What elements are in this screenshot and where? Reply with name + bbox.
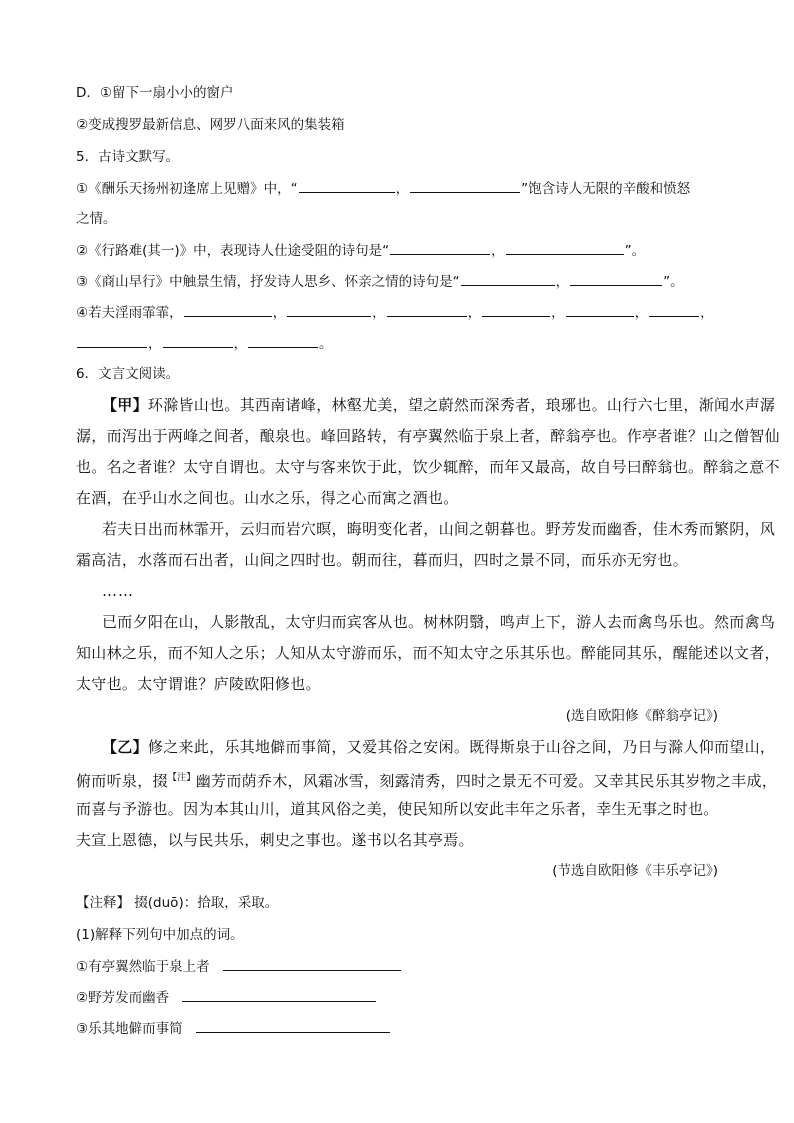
- q5-item2: ②《行路难(其一)》中，表现诗人仕途受阻的诗句是“ ， ”。: [76, 240, 721, 260]
- jia-tag: 【甲】: [102, 396, 148, 414]
- q5-item1: ①《酬乐天扬州初逢席上见赠》中，“ ， ”饱含诗人无限的辛酸和愤怒: [76, 178, 721, 198]
- answer-blank[interactable]: [482, 302, 550, 317]
- jia-p2-line-2: 霜高洁，水落而石出者，山间之四时也。朝而往，暮而归，四时之景不同，而乐亦无穷也。: [76, 551, 689, 569]
- answer-blank[interactable]: [163, 333, 233, 348]
- jia-line-2: 潺，而泻出于两峰之间者，酿泉也。峰回路转，有亭翼然临于泉上者，醉翁亭也。作亭者谁？山之僧智仙: [76, 427, 780, 445]
- q5-item4-cont: ， ， 。: [76, 333, 721, 353]
- sub-question-1-title: (1)解释下列句中加点的词。: [76, 927, 244, 943]
- question-6-title: 6．文言文阅读。: [76, 366, 180, 382]
- yi-source: (节选自欧阳修《丰乐亭记》): [552, 863, 718, 879]
- answer-blank[interactable]: [387, 302, 467, 317]
- answer-blank[interactable]: [506, 240, 624, 255]
- answer-blank[interactable]: [184, 302, 272, 317]
- answer-blank[interactable]: [649, 302, 699, 317]
- jia-line-1: 【甲】环滁皆山也。其西南诸峰，林壑尤美，望之蔚然而深秀者，琅琊也。山行六七里，渐闻水声潺: [102, 396, 776, 414]
- q5-item1-cont: 之情。: [76, 211, 117, 227]
- jia-p3-line-1: 已而夕阳在山，人影散乱，太守归而宾客从也。树林阴翳，鸣声上下，游人去而禽鸟乐也。然而禽鸟: [102, 613, 776, 631]
- q5-item4: ④若夫淫雨霏霏， ， ， ， ， ， ，: [76, 302, 721, 322]
- answer-blank[interactable]: [287, 302, 371, 317]
- jia-line-4: 在酒，在乎山水之间也。山水之乐，得之心而寓之酒也。: [76, 489, 459, 507]
- sub-question-item-2: ②野芳发而幽香: [76, 987, 721, 1007]
- annotation-note: 【注释】 掇(duō)：拾取，采取。: [76, 895, 279, 911]
- answer-blank[interactable]: [390, 240, 490, 255]
- answer-blank[interactable]: [461, 271, 555, 286]
- option-d-line2: ②变成搜罗最新信息、网罗八面来风的集装箱: [76, 117, 345, 133]
- jia-source: (选自欧阳修《醉翁亭记》): [565, 708, 718, 724]
- question-5-title: 5．古诗文默写。: [76, 149, 180, 165]
- note-marker: 【注】: [167, 773, 196, 783]
- q5-item3: ③《商山早行》中触景生情，抒发诗人思乡、怀亲之情的诗句是“ ， ”。: [76, 271, 721, 291]
- yi-tag: 【乙】: [102, 738, 148, 756]
- yi-line-1: 【乙】修之来此，乐其地僻而事简，又爱其俗之安闲。既得斯泉于山谷之间，乃日与滁人仰而望山，: [102, 738, 776, 756]
- answer-blank[interactable]: [248, 333, 318, 348]
- answer-blank[interactable]: [223, 956, 401, 971]
- jia-line-3: 也。名之者谁？太守自谓也。太守与客来饮于此，饮少辄醉，而年又最高，故自号曰醉翁也。醉翁之意不: [76, 458, 780, 476]
- answer-blank[interactable]: [182, 987, 376, 1002]
- answer-blank[interactable]: [570, 271, 662, 286]
- ellipsis: ……: [102, 582, 134, 600]
- answer-blank[interactable]: [77, 333, 147, 348]
- jia-p3-line-3: 太守也。太守谓谁？庐陵欧阳修也。: [76, 675, 321, 693]
- jia-p2-line-1: 若夫日出而林霏开，云归而岩穴暝，晦明变化者，山间之朝暮也。野芳发而幽香，佳木秀而繁阴，风: [102, 520, 776, 538]
- sub-question-item-1: ①有亭翼然临于泉上者: [76, 956, 721, 976]
- answer-blank[interactable]: [566, 302, 634, 317]
- jia-p3-line-2: 知山林之乐，而不知人之乐；人知从太守游而乐，而不知太守之乐其乐也。醉能同其乐，醒能述以文者，: [76, 644, 780, 662]
- yi-line-4: 夫宣上恩德，以与民共乐，刺史之事也。遂书以名其亭焉。: [76, 831, 474, 849]
- yi-line-2: 俯而听泉，掇$^{【注】}$幽芳而荫乔木，风霜冰雪，刻露清秀，四时之景无不可爱。又幸其民乐其岁物之丰成，: [76, 772, 778, 790]
- answer-blank[interactable]: [410, 178, 520, 193]
- answer-blank[interactable]: [299, 178, 395, 193]
- yi-line-3: 而喜与予游也。因为本其山川，道其风俗之美，使民知所以安此丰年之乐者，幸生无事之时也。: [76, 800, 719, 818]
- answer-blank[interactable]: [196, 1018, 390, 1033]
- option-d-line1: D．①留下一扇小小的窗户: [76, 85, 234, 101]
- sub-question-item-3: ③乐其地僻而事简: [76, 1018, 721, 1038]
